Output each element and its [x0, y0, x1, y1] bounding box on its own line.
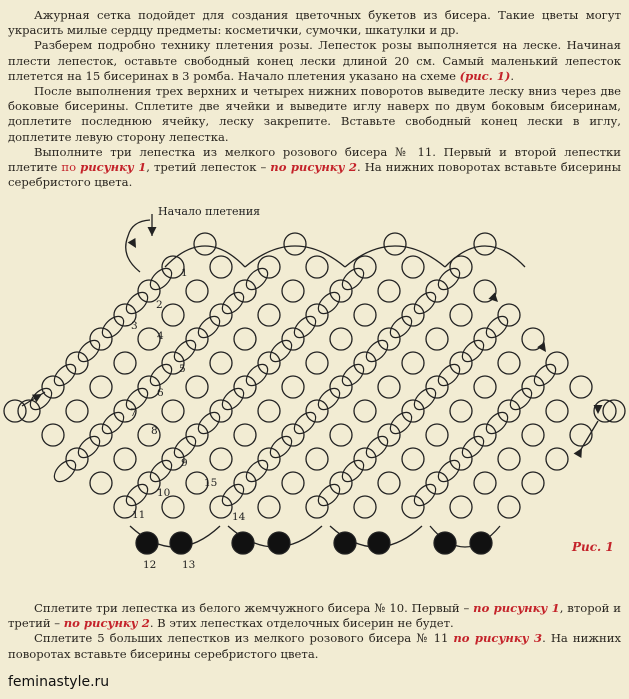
bead-number: 12	[143, 559, 157, 571]
text-segment: по	[61, 160, 81, 175]
bead	[330, 280, 352, 302]
side-bead	[387, 409, 416, 438]
bead	[498, 352, 520, 374]
bead-number: 6	[157, 387, 164, 399]
bead	[570, 424, 592, 446]
bead	[162, 304, 184, 326]
bead	[474, 472, 496, 494]
text-segment: .	[510, 68, 515, 83]
bead-number: 10	[157, 487, 171, 499]
bead	[546, 400, 568, 422]
bead	[306, 496, 328, 518]
side-bead	[51, 457, 80, 486]
bead	[258, 496, 280, 518]
bead-number: 2	[156, 299, 163, 311]
bead	[210, 352, 232, 374]
side-bead	[219, 481, 248, 510]
side-bead	[531, 361, 560, 390]
bead	[306, 256, 328, 278]
side-bead	[339, 457, 368, 486]
side-bead	[123, 481, 152, 510]
bead	[186, 376, 208, 398]
filled-bead	[170, 532, 192, 554]
arrow-icon	[594, 405, 603, 414]
text-segment: После выполнения трех верхних и четырех нижних поворотов выведите леску вниз через две боковые бисерины. Сплетите две ячейки и выведите иглу наверх по двум боковым бисеринам, доплетите последнюю ячейку, леску закрепите. Вставьте свободный конец лески в иглу, доплетите левую сторону лепестка.	[8, 84, 621, 144]
side-bead	[99, 409, 128, 438]
paragraph	[8, 145, 621, 191]
side-bead	[195, 409, 224, 438]
bead	[194, 233, 216, 255]
bead	[498, 448, 520, 470]
text-segment: по рисунку 1	[473, 601, 560, 615]
side-bead	[75, 337, 104, 366]
bead	[186, 280, 208, 302]
side-bead	[219, 385, 248, 414]
side-bead	[507, 385, 536, 414]
side-bead	[147, 457, 176, 486]
bead	[474, 376, 496, 398]
bead	[426, 472, 448, 494]
scallop-arc	[245, 246, 345, 267]
arrow-icon	[148, 227, 157, 236]
top-text-block	[8, 8, 621, 190]
bead	[474, 424, 496, 446]
bead	[402, 352, 424, 374]
bead	[522, 472, 544, 494]
bead	[426, 328, 448, 350]
bead	[378, 424, 400, 446]
paragraph	[8, 38, 621, 84]
text-segment: . На нижних поворотах вставьте бисерины серебристого цвета.	[8, 160, 621, 190]
bead	[66, 352, 88, 374]
bead-number: 3	[131, 320, 138, 332]
beadwork-diagram	[0, 196, 629, 596]
bead	[306, 304, 328, 326]
side-bead	[483, 409, 512, 438]
bead	[210, 256, 232, 278]
text-segment: . В этих лепестках отделочных бисерин не будет.	[149, 616, 454, 631]
filled-bead	[434, 532, 456, 554]
side-bead	[411, 481, 440, 510]
side-bead	[315, 385, 344, 414]
bead	[402, 496, 424, 518]
text-segment: Разберем подробно технику плетения розы. Лепесток розы выполняется на леске. Начиная плести лепесток, оставьте свободный конец лески длиной 20 см. Самый маленький лепесток плетется на 15 бисеринах в 3 ромба. Начало плетения указано на схеме	[8, 38, 621, 83]
side-bead	[315, 481, 344, 510]
bead	[66, 448, 88, 470]
filled-bead	[470, 532, 492, 554]
filled-bead	[136, 532, 158, 554]
text-segment: по рисунку 3	[453, 631, 543, 646]
bead	[306, 448, 328, 470]
bead	[306, 352, 328, 374]
bead	[474, 328, 496, 350]
bead	[284, 233, 306, 255]
bead	[234, 328, 256, 350]
bead	[282, 424, 304, 446]
text-segment: по рисунку 2	[63, 616, 150, 631]
side-bead	[243, 457, 272, 486]
side-bead	[147, 361, 176, 390]
side-bead	[411, 289, 440, 318]
bead	[402, 448, 424, 470]
side-bead	[435, 265, 464, 294]
bead	[258, 352, 280, 374]
filled-bead	[334, 532, 356, 554]
direction-arrows	[32, 227, 603, 458]
bead-number: 14	[232, 511, 246, 523]
bead	[306, 400, 328, 422]
bead-number: 13	[182, 559, 196, 571]
bead	[162, 400, 184, 422]
side-bead	[123, 385, 152, 414]
bead	[186, 328, 208, 350]
side-bead	[339, 265, 368, 294]
paragraph	[8, 84, 621, 145]
bead	[498, 304, 520, 326]
bead	[426, 280, 448, 302]
bead	[4, 400, 26, 422]
bead	[330, 376, 352, 398]
bead	[258, 256, 280, 278]
bead	[162, 496, 184, 518]
text-segment: , третий лепесток –	[146, 160, 271, 175]
text-segment: по рисунку 2	[270, 160, 357, 175]
bead	[378, 280, 400, 302]
bead-number: 8	[151, 425, 158, 437]
bead	[282, 376, 304, 398]
bead	[378, 328, 400, 350]
bead	[90, 328, 112, 350]
figure-caption: Рис. 1	[572, 540, 614, 554]
side-bead	[435, 361, 464, 390]
bead	[210, 448, 232, 470]
bead	[234, 280, 256, 302]
side-bead	[219, 289, 248, 318]
filled-bead	[268, 532, 290, 554]
paragraph	[8, 601, 621, 631]
side-bead	[363, 337, 392, 366]
side-bead	[27, 385, 56, 414]
bead	[90, 424, 112, 446]
bead	[474, 233, 496, 255]
side-bead	[75, 433, 104, 462]
bead	[402, 304, 424, 326]
bead-number: 9	[181, 457, 188, 469]
side-bead	[195, 313, 224, 342]
text-segment: . На нижних поворотах вставьте бисерины серебристого цвета.	[8, 631, 621, 661]
side-bead	[99, 313, 128, 342]
bead	[450, 448, 472, 470]
bead	[546, 352, 568, 374]
side-bead	[387, 313, 416, 342]
bead	[282, 328, 304, 350]
bead	[234, 376, 256, 398]
bead	[384, 233, 406, 255]
bead	[498, 400, 520, 422]
side-bead	[291, 313, 320, 342]
bead	[498, 496, 520, 518]
bead	[354, 304, 376, 326]
bead-grid	[4, 233, 625, 554]
bead	[450, 496, 472, 518]
side-bead	[147, 265, 176, 294]
side-bead	[51, 361, 80, 390]
text-segment: Выполните три лепестка из мелкого розового бисера № 11. Первый и второй лепестки плетите	[8, 144, 621, 175]
bead	[402, 400, 424, 422]
arrow-icon	[574, 446, 586, 458]
side-bead	[339, 361, 368, 390]
bead-number: 4	[157, 330, 164, 342]
bead	[450, 304, 472, 326]
side-bead	[435, 457, 464, 486]
side-bead	[243, 361, 272, 390]
bead	[282, 280, 304, 302]
paragraph	[8, 631, 621, 661]
side-bead	[363, 433, 392, 462]
bead	[354, 400, 376, 422]
bead	[210, 496, 232, 518]
side-bead	[243, 265, 272, 294]
start-hook	[126, 220, 150, 272]
bead	[66, 400, 88, 422]
text-segment: Сплетите три лепестка из белого жемчужного бисера № 10. Первый –	[34, 601, 474, 615]
bead	[258, 304, 280, 326]
arrow-icon	[128, 238, 140, 250]
bead	[354, 496, 376, 518]
bead	[42, 376, 64, 398]
side-bead	[459, 337, 488, 366]
filled-bead	[368, 532, 390, 554]
bead-number: 1	[181, 267, 188, 279]
bead	[354, 352, 376, 374]
bead	[546, 448, 568, 470]
arrow-icon	[488, 292, 501, 305]
bead	[114, 448, 136, 470]
bottom-text-block	[8, 601, 621, 662]
site-watermark: feminastyle.ru	[8, 674, 110, 690]
bead	[402, 256, 424, 278]
bead	[90, 376, 112, 398]
bead	[282, 472, 304, 494]
bead	[450, 400, 472, 422]
bead	[234, 472, 256, 494]
bead	[258, 400, 280, 422]
bead-number: 7	[130, 407, 137, 419]
bead-number: 5	[179, 363, 186, 375]
side-bead	[291, 409, 320, 438]
start-label: Начало плетения	[158, 205, 261, 218]
text-segment: рисунку 1	[80, 160, 147, 175]
bead	[354, 448, 376, 470]
bead	[522, 376, 544, 398]
bead	[450, 352, 472, 374]
filled-bead	[232, 532, 254, 554]
side-bead	[411, 385, 440, 414]
bead	[330, 424, 352, 446]
bead	[18, 400, 40, 422]
text-segment: Сплетите 5 больших лепестков из мелкого розового бисера № 11	[34, 631, 454, 646]
bead	[210, 304, 232, 326]
bead	[570, 376, 592, 398]
bead	[42, 424, 64, 446]
bead	[186, 424, 208, 446]
text-segment: , второй и третий –	[8, 601, 621, 631]
side-bead	[267, 337, 296, 366]
bead	[234, 424, 256, 446]
bead	[210, 400, 232, 422]
side-bead	[483, 313, 512, 342]
bead	[330, 472, 352, 494]
bead	[258, 448, 280, 470]
text-segment: (рис. 1)	[459, 68, 511, 83]
bead	[450, 256, 472, 278]
bead	[426, 424, 448, 446]
bead	[90, 472, 112, 494]
text-segment: Ажурная сетка подойдет для создания цветочных букетов из бисера. Такие цветы могут украсить милые сердцу предметы: косметички, сумочки, шкатулки и др.	[8, 8, 621, 38]
bead	[378, 376, 400, 398]
side-bead	[171, 337, 200, 366]
paragraph	[8, 8, 621, 38]
bead	[522, 424, 544, 446]
bead-number: 15	[204, 477, 218, 489]
bead	[378, 472, 400, 494]
side-bead	[267, 433, 296, 462]
bead	[330, 328, 352, 350]
bead	[426, 376, 448, 398]
bead	[603, 400, 625, 422]
side-bead	[459, 433, 488, 462]
bead	[354, 256, 376, 278]
bead-number: 11	[132, 509, 146, 521]
bead	[114, 352, 136, 374]
side-bead	[315, 289, 344, 318]
thread-lines	[22, 214, 598, 547]
side-bead	[123, 289, 152, 318]
